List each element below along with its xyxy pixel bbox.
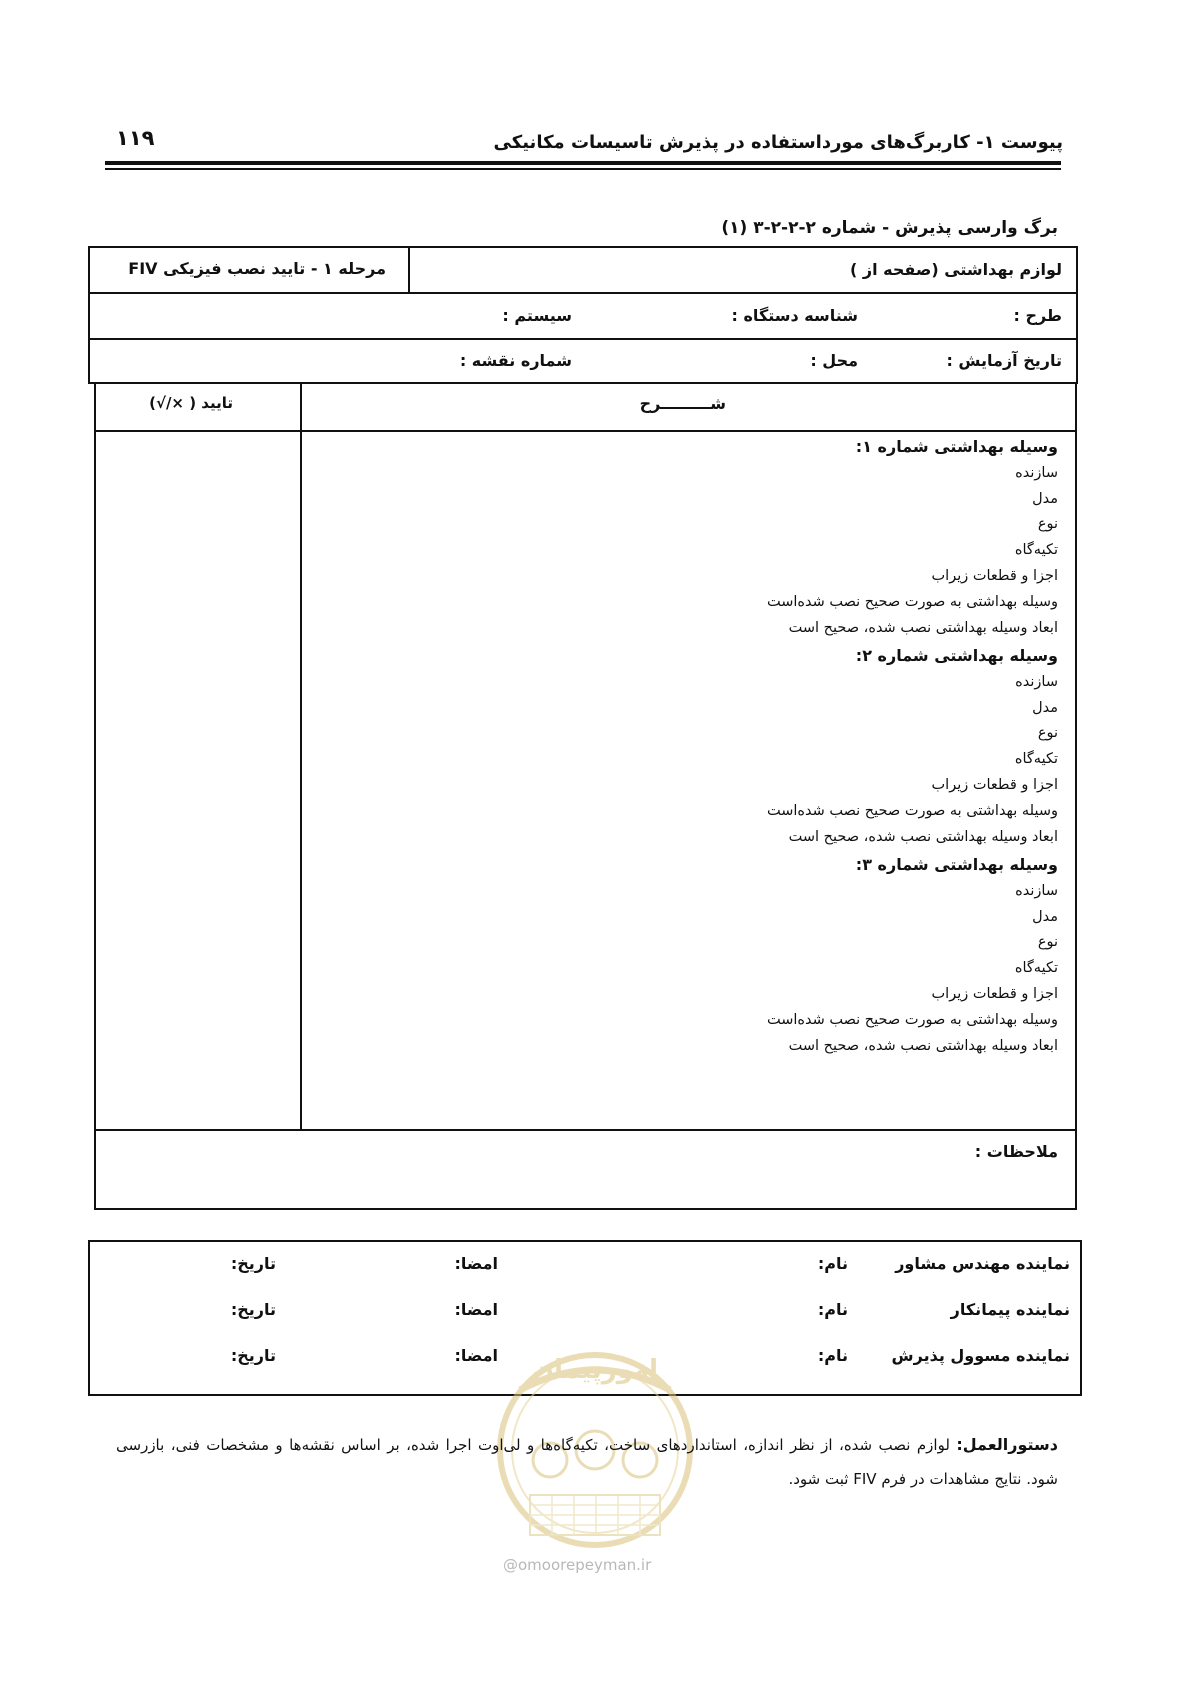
approval-header: تایید ( ×/√) — [149, 394, 233, 412]
fixture-1-model: مدل — [1032, 491, 1058, 507]
page-number: ۱۱۹ — [116, 126, 155, 150]
test-date-label: تاریخ آزمایش : — [946, 351, 1062, 370]
consultant-sign-label: امضا: — [454, 1254, 498, 1273]
header-divider-2 — [90, 338, 1076, 340]
fixture-3-dimensions-correct: ابعاد وسیله بهداشتی نصب شده، صحیح است — [788, 1038, 1058, 1054]
system-label: سیستم : — [502, 306, 572, 325]
device-id-label: شناسه دستگاه : — [731, 306, 858, 325]
approval-column-divider — [300, 384, 302, 1130]
fixture-1-manufacturer: سازنده — [1015, 465, 1058, 481]
location-label: محل : — [810, 351, 858, 370]
remarks-divider — [96, 1129, 1075, 1131]
contractor-sign-label: امضا: — [454, 1300, 498, 1319]
header-divider-1 — [90, 292, 1076, 294]
fixture-1-type: نوع — [1037, 516, 1058, 532]
consultant-rep-label: نماینده مهندس مشاور — [895, 1254, 1070, 1273]
project-label: طرح : — [1013, 306, 1062, 325]
fixture-2-dimensions-correct: ابعاد وسیله بهداشتی نصب شده، صحیح است — [788, 829, 1058, 845]
acceptance-date-label: تاریخ: — [230, 1346, 276, 1365]
fixture-3-installed-correctly: وسیله بهداشتی به صورت صحیح نصب شده‌است — [766, 1012, 1058, 1028]
fixture-2-model: مدل — [1032, 700, 1058, 716]
item-label: لوازم بهداشتی (صفحه از ) — [849, 260, 1062, 279]
fixture-3-manufacturer: سازنده — [1015, 883, 1058, 899]
stage-label: مرحله ۱ - تایید نصب فیزیکی FIV — [128, 259, 386, 278]
description-header: شـــــــــرح — [639, 394, 726, 413]
acceptance-rep-label: نماینده مسوول پذیرش — [891, 1346, 1070, 1365]
drawing-number-label: شماره نقشه : — [459, 351, 572, 370]
fixture-3-support: تکیه‌گاه — [1014, 960, 1058, 976]
table-header-divider — [96, 430, 1075, 432]
fixture-2-title: وسیله بهداشتی شماره ۲: — [855, 646, 1058, 665]
form-title: برگ وارسی پذیرش - شماره ۲-۲-۲-۳ (۱) — [721, 218, 1058, 238]
header-rule-thin — [105, 168, 1061, 170]
instructions-label: دستورالعمل: — [956, 1435, 1058, 1454]
fixture-2-trap-parts: اجزا و قطعات زیراب — [931, 777, 1058, 793]
fixture-1-dimensions-correct: ابعاد وسیله بهداشتی نصب شده، صحیح است — [788, 620, 1058, 636]
fixture-1-title: وسیله بهداشتی شماره ۱: — [855, 437, 1058, 456]
fixture-1-trap-parts: اجزا و قطعات زیراب — [931, 568, 1058, 584]
acceptance-sign-label: امضا: — [454, 1346, 498, 1365]
instructions-block — [116, 1428, 1058, 1496]
contractor-date-label: تاریخ: — [230, 1300, 276, 1319]
header-stage-divider — [408, 248, 410, 292]
fixture-2-installed-correctly: وسیله بهداشتی به صورت صحیح نصب شده‌است — [766, 803, 1058, 819]
watermark-text: امورپیمان — [531, 1355, 659, 1385]
running-header: پیوست ۱- کاربرگ‌های مورداستفاده در پذیرش تاسیسات مکانیکی — [493, 132, 1063, 153]
contractor-rep-label: نماینده پیمانکار — [950, 1300, 1070, 1319]
acceptance-name-label: نام: — [817, 1346, 848, 1365]
fixture-2-support: تکیه‌گاه — [1014, 751, 1058, 767]
fixture-3-title: وسیله بهداشتی شماره ۳: — [855, 855, 1058, 874]
remarks-label: ملاحظات : — [974, 1142, 1058, 1161]
contractor-name-label: نام: — [817, 1300, 848, 1319]
consultant-date-label: تاریخ: — [230, 1254, 276, 1273]
fixture-3-trap-parts: اجزا و قطعات زیراب — [931, 986, 1058, 1002]
instructions-text: لوازم نصب شده، از نظر اندازه، استانداردهای ساخت، تکیه‌گاه‌ها و لی‌اوت اجرا شده، بر اساس نقشه‌ها و مشخصات فنی، بازرسی شود. نتایج مشاهدات در فرم FIV ثبت شود. — [116, 1436, 1058, 1488]
fixture-1-installed-correctly: وسیله بهداشتی به صورت صحیح نصب شده‌است — [766, 594, 1058, 610]
watermark-url: @omoorepeyman.ir — [503, 1556, 652, 1574]
fixture-2-type: نوع — [1037, 725, 1058, 741]
fixture-3-type: نوع — [1037, 934, 1058, 950]
consultant-name-label: نام: — [817, 1254, 848, 1273]
form-header-box — [88, 246, 1078, 384]
fixture-2-manufacturer: سازنده — [1015, 674, 1058, 690]
checklist-table — [94, 384, 1077, 1210]
header-rule-thick — [105, 161, 1061, 165]
fixture-1-support: تکیه‌گاه — [1014, 542, 1058, 558]
fixture-3-model: مدل — [1032, 909, 1058, 925]
